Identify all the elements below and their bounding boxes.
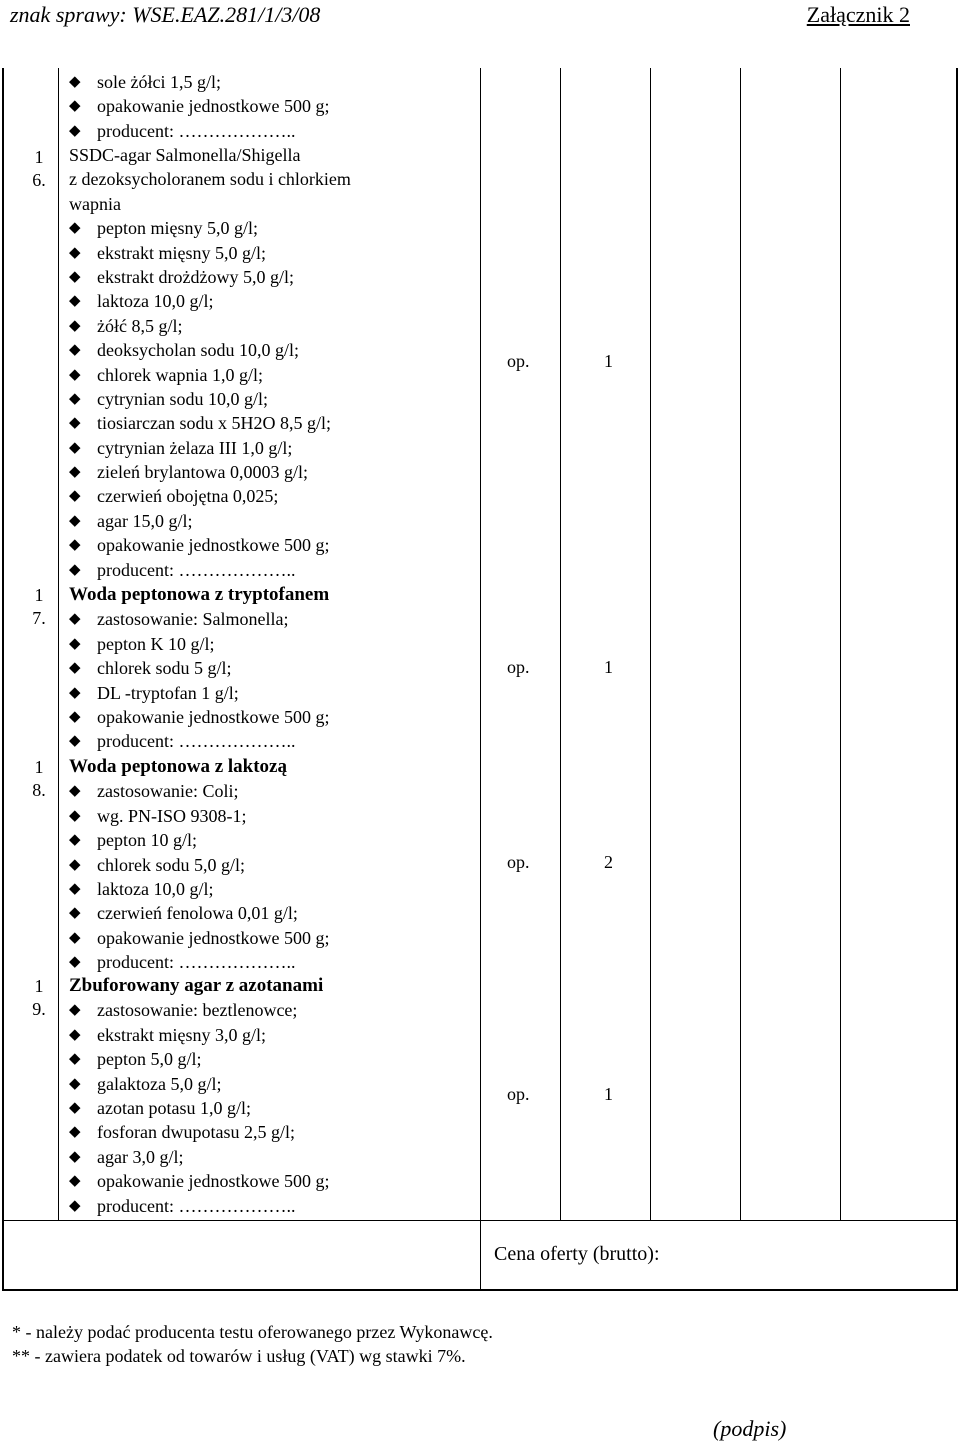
- total-price-label: Cena oferty (brutto):: [494, 1243, 660, 1265]
- bullet-icon: ◆: [69, 439, 81, 456]
- list-item: ◆ opakowanie jednostkowe 500 g;: [69, 705, 479, 729]
- quantity-cell: 1: [604, 657, 613, 677]
- item-title: z dezoksycholoranem sodu i chlorkiem: [69, 169, 351, 190]
- list-item: ◆ zieleń brylantowa 0,0003 g/l;: [69, 460, 479, 484]
- unit-cell: op.: [507, 657, 530, 677]
- list-item: ◆ czerwień fenolowa 0,01 g/l;: [69, 901, 479, 925]
- bullet-icon: ◆: [69, 733, 81, 750]
- row-divider-total: [2, 1220, 958, 1221]
- page-header: [0, 0, 960, 34]
- unit-cell: op.: [507, 351, 530, 371]
- signature-label: (podpis): [713, 1416, 787, 1441]
- bullet-icon: ◆: [69, 1002, 81, 1019]
- list-item: ◆ ekstrakt mięsny 5,0 g/l;: [69, 241, 479, 265]
- list-item: ◆ pepton mięsny 5,0 g/l;: [69, 216, 479, 240]
- table-border-left: [2, 68, 4, 1290]
- list-item: ◆ azotan potasu 1,0 g/l;: [69, 1096, 479, 1120]
- bullet-icon: ◆: [69, 635, 81, 652]
- item-title: SSDC-agar Salmonella/Shigella: [69, 145, 301, 165]
- list-item: ◆ zastosowanie: beztlenowce;: [69, 998, 479, 1022]
- list-item: ◆ chlorek wapnia 1,0 g/l;: [69, 363, 479, 387]
- list-item: ◆ ekstrakt mięsny 3,0 g/l;: [69, 1023, 479, 1047]
- bullet-icon: ◆: [69, 1148, 81, 1165]
- list-item: ◆ producent: ………………..: [69, 729, 479, 753]
- item-16-description: [69, 143, 479, 582]
- bullet-icon: ◆: [69, 1075, 81, 1092]
- bullet-icon: ◆: [69, 905, 81, 922]
- list-item: ◆ opakowanie jednostkowe 500 g;: [69, 1169, 479, 1193]
- bullet-icon: ◆: [69, 74, 81, 90]
- bullet-icon: ◆: [69, 220, 81, 237]
- bullet-icon: ◆: [69, 122, 81, 139]
- bullet-icon: ◆: [69, 342, 81, 359]
- col-divider-qty: [650, 68, 651, 1220]
- item-17-description: [69, 583, 479, 754]
- list-item: ◆ chlorek sodu 5 g/l;: [69, 656, 479, 680]
- list-item: ◆ opakowanie jednostkowe 500 g;: [69, 533, 479, 557]
- unit-cell: op.: [507, 1084, 530, 1104]
- list-item: ◆ ekstrakt drożdżowy 5,0 g/l;: [69, 265, 479, 289]
- bullet-icon: ◆: [69, 512, 81, 529]
- bullet-icon: ◆: [69, 807, 81, 824]
- list-item: ◆ DL -tryptofan 1 g/l;: [69, 681, 479, 705]
- list-item: ◆ wg. PN-ISO 9308-1;: [69, 804, 479, 828]
- unit-cell: op.: [507, 852, 530, 872]
- bullet-icon: ◆: [69, 1026, 81, 1043]
- bullet-icon: ◆: [69, 464, 81, 481]
- bullet-icon: ◆: [69, 611, 81, 628]
- item-continuation: [69, 70, 479, 143]
- quantity-cell: 1: [604, 1084, 613, 1104]
- list-item: ◆ producent: ………………..: [69, 950, 479, 974]
- bullet-icon: ◆: [69, 684, 81, 701]
- bullet-icon: ◆: [69, 390, 81, 407]
- item-number: 1 6.: [32, 147, 46, 190]
- list-item: ◆ agar 15,0 g/l;: [69, 509, 479, 533]
- quantity-cell: 1: [604, 351, 613, 371]
- list-item: ◆ pepton K 10 g/l;: [69, 632, 479, 656]
- col-divider-lp: [58, 68, 59, 1220]
- list-item: ◆ żółć 8,5 g/l;: [69, 314, 479, 338]
- list-item: ◆ producent: ………………..: [69, 1194, 479, 1218]
- bullet-icon: ◆: [69, 244, 81, 261]
- col-divider-value: [840, 68, 841, 1220]
- list-item: ◆ cytrynian sodu 10,0 g/l;: [69, 387, 479, 411]
- bullet-icon: ◆: [69, 708, 81, 725]
- list-item: ◆ zastosowanie: Salmonella;: [69, 607, 479, 631]
- bullet-icon: ◆: [69, 1173, 81, 1190]
- list-item: ◆ agar 3,0 g/l;: [69, 1145, 479, 1169]
- bullet-icon: ◆: [69, 561, 81, 578]
- item-title: wapnia: [69, 193, 121, 214]
- bullet-icon: ◆: [69, 268, 81, 285]
- bullet-icon: ◆: [69, 954, 81, 971]
- bullet-icon: ◆: [69, 929, 81, 946]
- item-title: Zbuforowany agar z azotanami: [69, 975, 324, 996]
- footnotes: [12, 1320, 493, 1368]
- table-border-bottom: [2, 1289, 958, 1291]
- item-title: Woda peptonowa z laktozą: [69, 756, 287, 777]
- list-item: ◆ pepton 10 g/l;: [69, 828, 479, 852]
- footnote: ** - zawiera podatek od towarów i usług (VAT) wg stawki 7%.: [12, 1346, 466, 1366]
- quantity-cell: 2: [604, 852, 613, 872]
- case-number: znak sprawy: WSE.EAZ.281/1/3/08: [10, 2, 321, 27]
- footnote: * - należy podać producenta testu oferowanego przez Wykonawcę.: [12, 1322, 493, 1342]
- bullet-icon: ◆: [69, 537, 81, 554]
- bullet-icon: ◆: [69, 856, 81, 873]
- bullet-icon: ◆: [69, 317, 81, 334]
- item-number: 1 8.: [32, 757, 46, 800]
- bullet-icon: ◆: [69, 1197, 81, 1214]
- list-item: ◆ cytrynian żelaza III 1,0 g/l;: [69, 436, 479, 460]
- bullet-icon: ◆: [69, 1124, 81, 1141]
- col-divider-price: [740, 68, 741, 1220]
- list-item: ◆ sole żółci 1,5 g/l;: [69, 70, 479, 94]
- item-18-description: [69, 755, 479, 975]
- list-item: ◆ fosforan dwupotasu 2,5 g/l;: [69, 1120, 479, 1144]
- bullet-icon: ◆: [69, 293, 81, 310]
- bullet-icon: ◆: [69, 1051, 81, 1068]
- list-item: ◆ producent: ………………..: [69, 558, 479, 582]
- item-number: 1 9.: [32, 976, 46, 1019]
- annex-label: Załącznik 2: [806, 2, 910, 27]
- list-item: ◆ laktoza 10,0 g/l;: [69, 877, 479, 901]
- bullet-icon: ◆: [69, 1099, 81, 1116]
- item-19-description: [69, 974, 479, 1218]
- list-item: ◆ tiosiarczan sodu x 5H2O 8,5 g/l;: [69, 411, 479, 435]
- list-item: ◆ opakowanie jednostkowe 500 g;: [69, 926, 479, 950]
- bullet-icon: ◆: [69, 488, 81, 505]
- col-divider-desc: [480, 68, 481, 1290]
- list-item: ◆ zastosowanie: Coli;: [69, 779, 479, 803]
- bullet-icon: ◆: [69, 880, 81, 897]
- list-item: ◆ laktoza 10,0 g/l;: [69, 289, 479, 313]
- list-item: ◆ producent: ………………..: [69, 119, 479, 143]
- item-title: Woda peptonowa z tryptofanem: [69, 584, 330, 605]
- col-divider-unit: [560, 68, 561, 1220]
- bullet-icon: ◆: [69, 98, 81, 115]
- bullet-icon: ◆: [69, 415, 81, 432]
- bullet-icon: ◆: [69, 660, 81, 677]
- list-item: ◆ galaktoza 5,0 g/l;: [69, 1072, 479, 1096]
- list-item: ◆ czerwień obojętna 0,025;: [69, 484, 479, 508]
- bullet-icon: ◆: [69, 832, 81, 849]
- list-item: ◆ pepton 5,0 g/l;: [69, 1047, 479, 1071]
- list-item: ◆ chlorek sodu 5,0 g/l;: [69, 853, 479, 877]
- list-item: ◆ deoksycholan sodu 10,0 g/l;: [69, 338, 479, 362]
- list-item: ◆ opakowanie jednostkowe 500 g;: [69, 94, 479, 118]
- item-number: 1 7.: [32, 585, 46, 628]
- table-border-right: [956, 68, 958, 1290]
- bullet-icon: ◆: [69, 366, 81, 383]
- bullet-icon: ◆: [69, 783, 81, 800]
